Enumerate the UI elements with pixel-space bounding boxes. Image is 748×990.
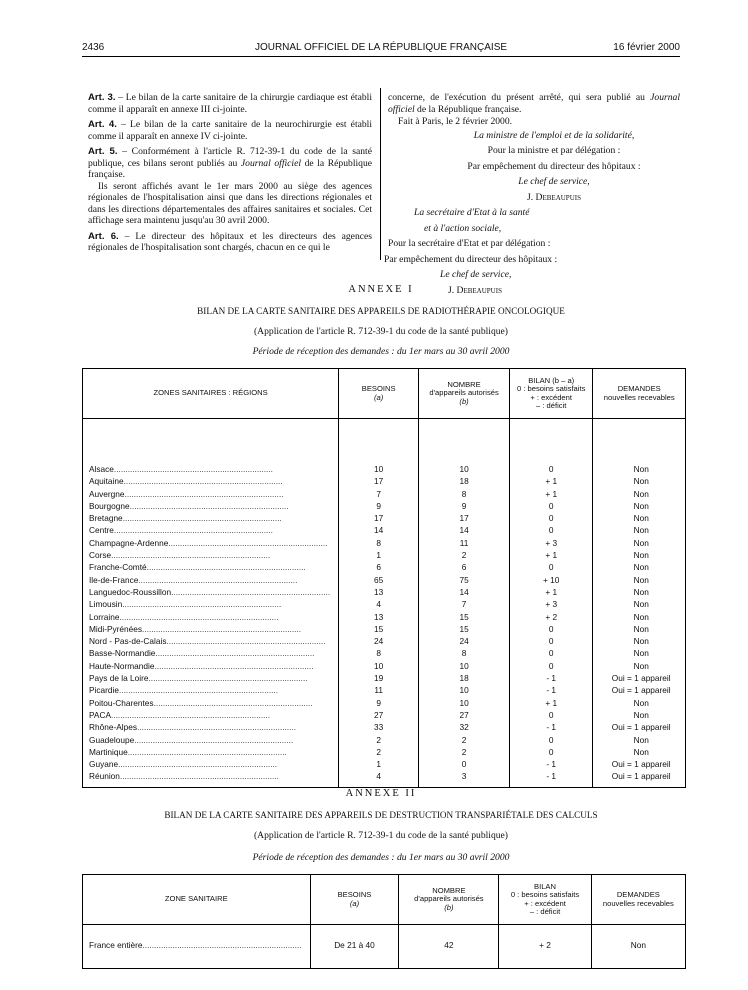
col-header-nombre: NOMBRE d'appareils autorisés (b) bbox=[419, 369, 510, 419]
annex1-subtitle: BILAN DE LA CARTE SANITAIRE DES APPAREILS DE RADIOTHÉRAPIE ONCOLOGIQUE bbox=[197, 306, 565, 316]
region-name: Limousin bbox=[89, 599, 123, 610]
table-row-besoins: 19 bbox=[374, 673, 384, 684]
region-name: Rhône-Alpes bbox=[89, 722, 137, 733]
region-name: Aquitaine bbox=[89, 476, 124, 487]
table-row-region: Haute-Normandie ..................................................................... bbox=[89, 660, 314, 671]
col-header-zone: ZONE SANITAIRE bbox=[83, 875, 311, 925]
table-row-bilan: 0 bbox=[548, 525, 554, 536]
nombre-cell: 42 bbox=[399, 925, 499, 969]
region-name: Midi-Pyrénées bbox=[89, 623, 143, 634]
table-row-bilan: + 3 bbox=[545, 599, 558, 610]
signature-block-2: La secrétaire d'Etat à la santé et à l'action sociale, Pour la secrétaire d'Etat et par délégation : Par empêchement du directeur des hôpitaux : Le chef de service, J. Debeaupuis bbox=[384, 207, 680, 296]
table-row-nombre: 32 bbox=[459, 722, 469, 733]
table-row-region: Pays de la Loire ..................................................................... bbox=[89, 673, 308, 684]
table-row-nombre: 9 bbox=[461, 500, 467, 511]
table-row-bilan: + 2 bbox=[545, 611, 558, 622]
issue-date: 16 février 2000 bbox=[613, 42, 680, 53]
bilan-column bbox=[509, 419, 592, 788]
table-row-demandes: Non bbox=[633, 574, 649, 585]
table-row-region: Basse-Normandie ..................................................................... bbox=[89, 648, 315, 659]
table-row-bilan: + 1 bbox=[545, 476, 558, 487]
table-row-besoins: 15 bbox=[374, 623, 384, 634]
left-column bbox=[88, 92, 372, 258]
table-row-demandes: Non bbox=[633, 734, 649, 745]
table-row-bilan: + 1 bbox=[545, 488, 558, 499]
col-header-demandes: DEMANDES nouvelles recevables bbox=[593, 369, 686, 419]
table-row-demandes: Non bbox=[633, 611, 649, 622]
table-row-bilan: - 1 bbox=[546, 722, 557, 733]
table-row-besoins: 8 bbox=[376, 537, 381, 548]
table-row-demandes: Non bbox=[633, 660, 649, 671]
table-row-nombre: 27 bbox=[459, 709, 469, 720]
table-row-region: Guyane ..................................................................... bbox=[89, 759, 278, 770]
region-name: Champagne-Ardenne bbox=[89, 537, 169, 548]
annex2-title: ANNEXE II bbox=[345, 788, 417, 799]
table-row-region: Nord - Pas-de-Calais ..................................................................... bbox=[89, 636, 326, 647]
table-row-besoins: 4 bbox=[376, 771, 381, 782]
region-name: Franche-Comté bbox=[89, 562, 147, 573]
table-row-region: Guadeloupe ..................................................................... bbox=[89, 734, 294, 745]
region-name: Haute-Normandie bbox=[89, 660, 155, 671]
demandes-column bbox=[593, 419, 686, 788]
table-row-besoins: 13 bbox=[374, 586, 384, 597]
annex2-table bbox=[82, 874, 686, 969]
table-row-bilan: - 1 bbox=[546, 673, 557, 684]
table-row-demandes: Oui = 1 appareil bbox=[611, 771, 671, 782]
table-row-region: PACA ..................................................................... bbox=[89, 709, 271, 720]
article-4: Art. 4. – Le bilan de la carte sanitaire de la neurochirurgie est établi comme il apparaît en annexe IV ci-jointe. bbox=[88, 119, 372, 142]
table-row-demandes: Non bbox=[633, 648, 649, 659]
table-row-bilan: + 1 bbox=[545, 586, 558, 597]
table-row-demandes: Non bbox=[633, 513, 649, 524]
table-row-bilan: 0 bbox=[548, 746, 554, 757]
table-row-demandes: Non bbox=[633, 586, 649, 597]
table-row-region: Franche-Comté ..................................................................... bbox=[89, 562, 306, 573]
region-name: Martinique bbox=[89, 746, 128, 757]
col-header-bilan: BILAN 0 : besoins satisfaits + : excédent – : déficit bbox=[499, 875, 591, 925]
region-name: Auvergne bbox=[89, 488, 125, 499]
region-name: Poitou-Charentes bbox=[89, 697, 154, 708]
annex1-period: Période de réception des demandes : du 1er mars au 30 avril 2000 bbox=[252, 346, 510, 357]
table-row-demandes: Non bbox=[633, 500, 649, 511]
table-row-besoins: 13 bbox=[374, 611, 384, 622]
region-name: Nord - Pas-de-Calais bbox=[89, 636, 167, 647]
table-row-region: Corse ..................................................................... bbox=[89, 550, 271, 561]
table-row-besoins: 4 bbox=[376, 599, 381, 610]
article-5: Art. 5. – Conformément à l'article R. 712-39-1 du code de la santé publique, ces bilans seront publiés au Journal officiel de la République française. bbox=[88, 146, 373, 180]
table-row-region: Centre ..................................................................... bbox=[89, 525, 273, 536]
table-row-region: Rhône-Alpes ..................................................................... bbox=[89, 722, 297, 733]
table-row-bilan: + 3 bbox=[545, 537, 558, 548]
table-row-bilan: 0 bbox=[548, 623, 554, 634]
table-row-nombre: 10 bbox=[459, 685, 469, 696]
table-row-region: Lorraine ..................................................................... bbox=[89, 611, 279, 622]
region-name: Bourgogne bbox=[89, 500, 130, 511]
table-row-bilan: 0 bbox=[548, 500, 554, 511]
table-row-nombre: 7 bbox=[461, 599, 467, 610]
table-row-demandes: Non bbox=[633, 623, 649, 634]
table-row-bilan: 0 bbox=[548, 636, 554, 647]
region-column bbox=[83, 419, 339, 788]
column-divider bbox=[380, 88, 381, 260]
table-row-bilan: - 1 bbox=[546, 759, 557, 770]
bilan-cell: + 2 bbox=[499, 925, 591, 969]
signatory-name: J. Debeaupuis bbox=[527, 191, 581, 203]
annex2-header-row bbox=[83, 875, 686, 925]
table-row-besoins: 65 bbox=[374, 574, 384, 585]
region-name: Alsace bbox=[89, 464, 114, 474]
table-row-demandes: Non bbox=[633, 562, 649, 573]
table-row-region: Bretagne ..................................................................... bbox=[89, 513, 282, 524]
table-row-nombre: 2 bbox=[461, 734, 467, 745]
annex2-application: (Application de l'article R. 712-39-1 du code de la santé publique) bbox=[253, 830, 509, 841]
nombre-column bbox=[419, 419, 510, 788]
table-row-demandes: Oui = 1 appareil bbox=[611, 673, 671, 684]
region-name: Languedoc-Roussillon bbox=[89, 586, 172, 597]
table-row-region: Réunion ..................................................................... bbox=[89, 771, 279, 782]
article-6: Art. 6. – Le directeur des hôpitaux et les directeurs des agences régionales de l'hospitalisation sont chargés, chacun en ce qui le bbox=[88, 230, 372, 253]
table-row-region: Picardie ..................................................................... bbox=[89, 685, 279, 696]
table-row-nombre: 17 bbox=[459, 513, 469, 524]
region-name: Basse-Normandie bbox=[89, 648, 156, 659]
table-row-besoins: 2 bbox=[376, 746, 381, 757]
col-header-nombre: NOMBRE d'appareils autorisés (b) bbox=[399, 875, 499, 925]
table-row-bilan: - 1 bbox=[546, 771, 557, 782]
table-row-nombre: 15 bbox=[459, 623, 469, 634]
table-row-bilan: 0 bbox=[548, 648, 554, 659]
table-row-bilan: + 10 bbox=[543, 574, 560, 585]
table-row-besoins: 10 bbox=[374, 464, 384, 474]
table-row-region: Aquitaine ..................................................................... bbox=[89, 476, 283, 487]
table-row-demandes: Oui = 1 appareil bbox=[611, 722, 671, 733]
table-row-nombre: 15 bbox=[459, 611, 469, 622]
table-row-besoins: 9 bbox=[376, 500, 381, 511]
col-header-zones: ZONES SANITAIRES : RÉGIONS bbox=[83, 369, 339, 419]
table-row-besoins: 27 bbox=[374, 709, 384, 720]
table-row-nombre: 3 bbox=[461, 771, 467, 782]
table-row-demandes: Non bbox=[633, 476, 649, 487]
table-row-bilan: 0 bbox=[548, 709, 554, 720]
table-row-nombre: 24 bbox=[459, 636, 469, 647]
table-row-nombre: 8 bbox=[461, 488, 467, 499]
table-row-demandes: Oui = 1 appareil bbox=[611, 759, 671, 770]
col-header-demandes: DEMANDES nouvelles recevables bbox=[591, 875, 685, 925]
besoins-column bbox=[339, 419, 419, 788]
region-name: Pays de la Loire bbox=[89, 673, 149, 684]
col-header-besoins: BESOINS (a) bbox=[310, 875, 399, 925]
table-row-demandes: Non bbox=[633, 599, 649, 610]
annex1-title: ANNEXE I bbox=[348, 284, 414, 295]
header-rule bbox=[82, 56, 680, 57]
page-header bbox=[82, 42, 680, 56]
region-name: Picardie bbox=[89, 685, 119, 696]
region-name: Réunion bbox=[89, 771, 120, 782]
region-name: Lorraine bbox=[89, 611, 120, 622]
table-row-region: Martinique ..................................................................... bbox=[89, 746, 287, 757]
table-row-besoins: 33 bbox=[374, 722, 384, 733]
region-name: Ile-de-France bbox=[89, 574, 139, 585]
table-row-demandes: Oui = 1 appareil bbox=[611, 685, 671, 696]
signature-block-1: La ministre de l'emploi et de la solidarité, Pour la ministre et par délégation : Par empêchement du directeur des hôpitaux : Le chef de service, J. Debeaupuis bbox=[388, 130, 680, 204]
place-date: Fait à Paris, le 2 février 2000. bbox=[398, 116, 513, 127]
article-3: Art. 3. – Le bilan de la carte sanitaire de la chirurgie cardiaque est établi comme il apparaît en annexe III ci-jointe. bbox=[88, 92, 372, 115]
table-row-demandes: Non bbox=[633, 697, 649, 708]
table-row-demandes: Non bbox=[633, 636, 649, 647]
article-5-para-2: Ils seront affichés avant le 1er mars 2000 au siège des agences régionales de l'hospitalisation ainsi que dans les directions régionales et dans les directions départementales des affaires sanitaires et sociales. Cet affichage sera maintenu jusqu'au 30 avril 2000. bbox=[88, 180, 372, 226]
table-row-besoins: 17 bbox=[374, 476, 384, 487]
table-row-bilan: + 1 bbox=[545, 697, 558, 708]
table-row-besoins: 10 bbox=[374, 660, 384, 671]
table-row-nombre: 14 bbox=[459, 586, 469, 597]
table-row-demandes: Non bbox=[633, 746, 649, 757]
annex1-table bbox=[82, 368, 686, 788]
annex1-body-row bbox=[83, 419, 686, 788]
table-row-besoins: 2 bbox=[376, 734, 381, 745]
table-row-region: Auvergne ..................................................................... bbox=[89, 488, 284, 499]
table-row-region: Poitou-Charentes ..................................................................... bbox=[89, 697, 313, 708]
table-row-nombre: 10 bbox=[459, 660, 469, 671]
table-row-nombre: 18 bbox=[459, 476, 469, 487]
table-row-demandes: Non bbox=[633, 537, 649, 548]
table-row-demandes: Non bbox=[633, 525, 649, 536]
annex1-application: (Application de l'article R. 712-39-1 du code de la santé publique) bbox=[253, 326, 509, 337]
table-row-demandes: Non bbox=[633, 488, 649, 499]
table-row-region: Ile-de-France ..................................................................... bbox=[89, 574, 298, 585]
zone-cell: France entière ..................................................................... bbox=[83, 925, 311, 969]
annex1-header-row bbox=[83, 369, 686, 419]
table-row-nombre: 18 bbox=[459, 673, 469, 684]
table-row-bilan: + 1 bbox=[545, 550, 558, 561]
annex2-subtitle: BILAN DE LA CARTE SANITAIRE DES APPAREILS DE DESTRUCTION TRANSPARIÉTALE DES CALCULS bbox=[164, 810, 598, 820]
table-row-region: Alsace ..................................................................... bbox=[89, 464, 273, 474]
region-name: Centre bbox=[89, 525, 114, 536]
table-row-besoins: 7 bbox=[376, 488, 381, 499]
table-row-bilan: 0 bbox=[548, 660, 554, 671]
region-name: Corse bbox=[89, 550, 112, 561]
table-row-besoins: 24 bbox=[374, 636, 384, 647]
col-header-besoins: BESOINS (a) bbox=[339, 369, 419, 419]
table-row-region: Limousin ..................................................................... bbox=[89, 599, 282, 610]
execution-clause: concerne, de l'exécution du présent arrêté, qui sera publié au Journal officiel de la République française. bbox=[388, 92, 680, 115]
table-row-besoins: 8 bbox=[376, 648, 381, 659]
region-name: PACA bbox=[89, 709, 111, 720]
right-column bbox=[384, 92, 680, 300]
table-row-nombre: 11 bbox=[459, 537, 469, 548]
table-row-besoins: 1 bbox=[376, 759, 381, 770]
table-row-nombre: 2 bbox=[461, 746, 467, 757]
region-name: Guadeloupe bbox=[89, 734, 135, 745]
signatory-name: J. Debeaupuis bbox=[448, 284, 502, 296]
table-row-region: Bourgogne ..................................................................... bbox=[89, 500, 289, 511]
demandes-cell: Non bbox=[591, 925, 685, 969]
table-row-bilan: 0 bbox=[548, 734, 554, 745]
table-row-region: Languedoc-Roussillon ..................................................................... bbox=[89, 586, 331, 597]
table-row-bilan: 0 bbox=[548, 464, 554, 474]
table-row-nombre: 2 bbox=[461, 550, 467, 561]
table-row-bilan: 0 bbox=[548, 513, 554, 524]
table-row-besoins: 17 bbox=[374, 513, 384, 524]
table-row-besoins: 9 bbox=[376, 697, 381, 708]
table-row-nombre: 10 bbox=[459, 697, 469, 708]
journal-title: JOURNAL OFFICIEL DE LA RÉPUBLIQUE FRANÇAISE bbox=[254, 42, 508, 53]
table-row-nombre: 0 bbox=[461, 759, 467, 770]
region-name: Bretagne bbox=[89, 513, 123, 524]
col-header-bilan: BILAN (b – a) 0 : besoins satisfaits + : excédent – : déficit bbox=[509, 369, 592, 419]
table-row-region: Midi-Pyrénées ..................................................................... bbox=[89, 623, 302, 634]
region-name: Guyane bbox=[89, 759, 119, 770]
page-number: 2436 bbox=[82, 42, 105, 53]
table-row-demandes: Non bbox=[633, 550, 649, 561]
table-row-besoins: 6 bbox=[376, 562, 381, 573]
table-row-nombre: 6 bbox=[461, 562, 467, 573]
annex2-period: Période de réception des demandes : du 1er mars au 30 avril 2000 bbox=[252, 852, 510, 863]
table-row-bilan: - 1 bbox=[546, 685, 557, 696]
zone-name: France entière bbox=[89, 940, 143, 950]
table-row-besoins: 11 bbox=[374, 685, 383, 696]
table-row-nombre: 75 bbox=[459, 574, 469, 585]
table-row-demandes: Non bbox=[633, 464, 649, 474]
annex2-data-row bbox=[83, 925, 686, 969]
table-row-bilan: 0 bbox=[548, 562, 554, 573]
table-row-nombre: 10 bbox=[459, 464, 469, 474]
table-row-nombre: 8 bbox=[461, 648, 467, 659]
table-row-besoins: 1 bbox=[376, 550, 381, 561]
table-row-besoins: 14 bbox=[374, 525, 384, 536]
table-row-nombre: 14 bbox=[459, 525, 469, 536]
table-row-region: Champagne-Ardenne ..................................................................... bbox=[89, 537, 328, 548]
besoins-cell: De 21 à 40 bbox=[310, 925, 399, 969]
table-row-demandes: Non bbox=[633, 709, 649, 720]
